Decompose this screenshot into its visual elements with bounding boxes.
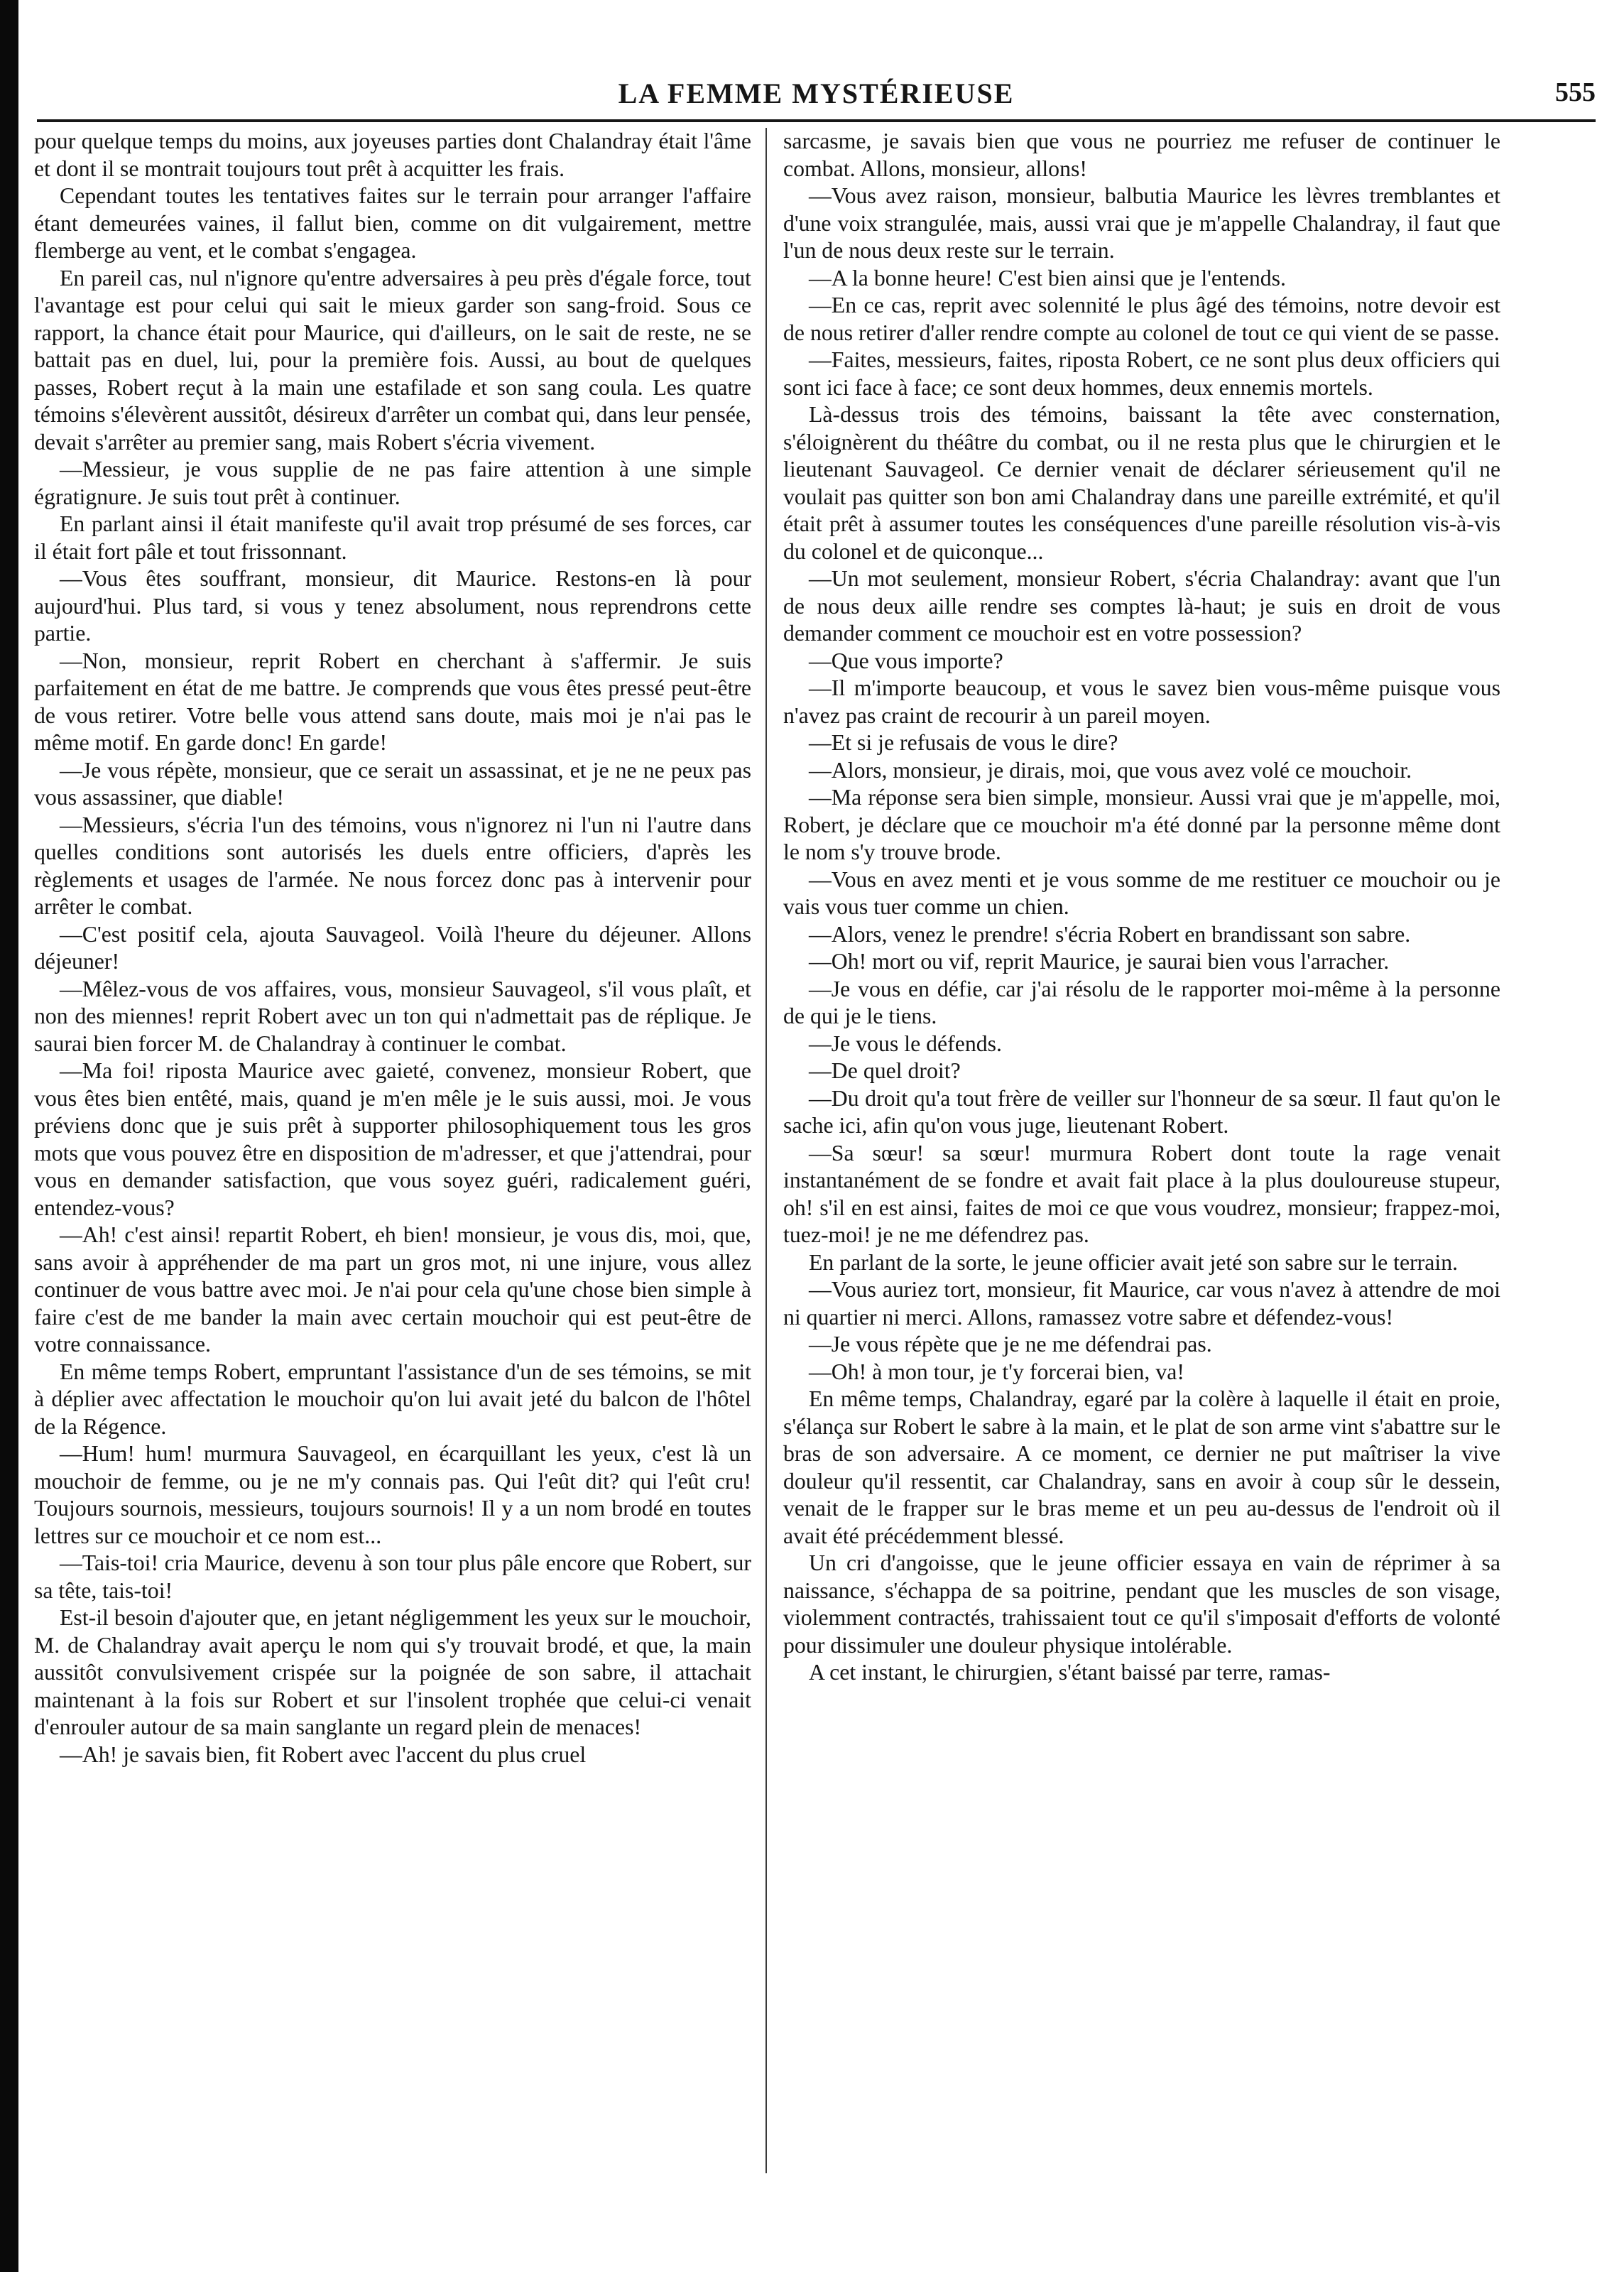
right-column (783, 128, 1500, 1687)
paragraph: —Alors, venez le prendre! s'écria Robert en brandissant son sabre. (809, 921, 1411, 947)
paragraph: En même temps, Chalandray, egaré par la colère à laquelle il était en proie, s'élança sur Robert le sabre à la main, et le plat de son arme vint s'abattre sur le bras de son adversaire. A ce moment, ce dernier ne put maîtriser la vive douleur qu'il ressentit, car Chalandray, sans en avoir à coup sûr le dessein, venait de le frapper sur le bras meme et un peu au-dessus de l'endroit où il avait été précédemment blessé. (783, 1386, 1500, 1548)
running-title: LA FEMME MYSTÉRIEUSE (618, 77, 1015, 109)
paragraph: pour quelque temps du moins, aux joyeuses parties dont Chalandray était l'âme et dont il se montrait toujours tout prêt à acquitter les frais. (34, 129, 751, 181)
paragraph: —Vous auriez tort, monsieur, fit Maurice, car vous n'avez à attendre de moi ni quartier ni merci. Allons, ramassez votre sabre et défendez-vous! (783, 1277, 1500, 1330)
paragraph: sarcasme, je savais bien que vous ne pourriez me refuser de continuer le combat. Allons, monsieur, allons! (783, 129, 1500, 181)
paragraph: —Que vous importe? (809, 648, 1003, 673)
paragraph: —C'est positif cela, ajouta Sauvageol. Voilà l'heure du déjeuner. Allons déjeuner! (34, 921, 751, 974)
paragraph: —Oh! mort ou vif, reprit Maurice, je saurai bien vous l'arracher. (809, 949, 1390, 974)
paragraph: En parlant ainsi il était manifeste qu'il avait trop présumé de ses forces, car il était fort pâle et tout frissonnant. (34, 511, 751, 564)
paragraph: Un cri d'angoisse, que le jeune officier essaya en vain de réprimer à sa naissance, s'échappa de sa poitrine, pendant que les muscles de son visage, violemment contractés, trahissaient tout ce qu'il s'imposait d'efforts de volonté pour dissimuler une douleur physique intolérable. (783, 1550, 1500, 1658)
paragraph: —Vous êtes souffrant, monsieur, dit Maurice. Restons-en là pour aujourd'hui. Plus tard, si vous y tenez absolument, nous reprendrons cette partie. (34, 566, 751, 646)
paragraph: En parlant de la sorte, le jeune officier avait jeté son sabre sur le terrain. (809, 1249, 1459, 1275)
paragraph: —Mêlez-vous de vos affaires, vous, monsieur Sauvageol, s'il vous plaît, et non des miennes! reprit Robert avec un ton qui n'admettait pas de réplique. Je saurai bien forcer M. de Chalandray à continuer le combat. (34, 976, 751, 1056)
page-spine (0, 0, 18, 2272)
paragraph: —Un mot seulement, monsieur Robert, s'écria Chalandray: avant que l'un de nous deux aille rendre ses comptes là-haut; je suis en droit de vous demander comment ce mouchoir est en votre possession? (783, 566, 1500, 646)
paragraph: Là-dessus trois des témoins, baissant la tête avec consternation, s'éloignèrent du théâtre du combat, ou il ne resta plus que le chirurgien et le lieutenant Sauvageol. Ce dernier venait de déclarer sérieusement qu'il ne voulait pas quitter son bon ami Chalandray dans une pareille extrémité, et qu'il était prêt à assumer toutes les conséquences d'une pareille résolution vis-à-vis du colonel et de quiconque... (783, 402, 1500, 564)
paragraph: —Messieurs, s'écria l'un des témoins, vous n'ignorez ni l'un ni l'autre dans quelles conditions sont autorisés les duels entre officiers, d'après les règlements et usages de l'armée. Ne nous forcez donc pas à intervenir pour arrêter le combat. (34, 812, 751, 919)
paragraph: En même temps Robert, empruntant l'assistance d'un de ses témoins, se mit à déplier avec affectation le mouchoir qu'on lui avait jeté du balcon de l'hôtel de la Régence. (34, 1359, 751, 1439)
paragraph: —De quel droit? (809, 1058, 961, 1083)
paragraph: —En ce cas, reprit avec solennité le plus âgé des témoins, notre devoir est de nous retirer d'aller rendre compte au colonel de tout ce qui vient de se passe. (783, 293, 1500, 345)
paragraph: —Du droit qu'a tout frère de veiller sur l'honneur de sa sœur. Il faut qu'on le sache ici, afin qu'on vous juge, lieutenant Robert. (783, 1085, 1500, 1138)
paragraph: —Il m'importe beaucoup, et vous le savez bien vous-même puisque vous n'avez pas craint de recourir à un pareil moyen. (783, 675, 1500, 728)
paragraph: —Ah! je savais bien, fit Robert avec l'accent du plus cruel (60, 1741, 587, 1767)
paragraph: —Vous avez raison, monsieur, balbutia Maurice les lèvres tremblantes et d'une voix strangulée, mais, aussi vrai que je m'appelle Chalandray, il faut que l'un de nous deux reste sur le terrain. (783, 183, 1500, 263)
page-number: 555 (1555, 77, 1596, 107)
paragraph: —Tais-toi! cria Maurice, devenu à son tour plus pâle encore que Robert, sur sa tête, tais-toi! (34, 1550, 751, 1603)
paragraph: —Vous en avez menti et je vous somme de me restituer ce mouchoir ou je vais vous tuer comme un chien. (783, 866, 1500, 919)
paragraph: —Ma réponse sera bien simple, monsieur. Aussi vrai que je m'appelle, moi, Robert, je déclare que ce mouchoir m'a été donné par la personne même dont le nom s'y trouve brode. (783, 785, 1500, 864)
paragraph: —Oh! à mon tour, je t'y forcerai bien, va! (809, 1359, 1184, 1384)
page-header (37, 77, 1596, 119)
paragraph: A cet instant, le chirurgien, s'étant baissé par terre, ramas- (809, 1660, 1331, 1685)
paragraph: —Je vous répète que je ne me défendrai pas. (809, 1332, 1212, 1357)
left-column (34, 128, 751, 1768)
paragraph: —Alors, monsieur, je dirais, moi, que vous avez volé ce mouchoir. (809, 757, 1412, 783)
paragraph: —Non, monsieur, reprit Robert en cherchant à s'affermir. Je suis parfaitement en état de me battre. Je comprends que vous êtes pressé peut-être de vous retirer. Votre belle vous attend sans doute, mais moi je n'ai pas le même motif. En garde donc! En garde! (34, 648, 751, 755)
column-divider (765, 128, 767, 2173)
paragraph: —Et si je refusais de vous le dire? (809, 730, 1118, 755)
paragraph: —A la bonne heure! C'est bien ainsi que je l'entends. (809, 265, 1286, 290)
paragraph: —Sa sœur! sa sœur! murmura Robert dont toute la rage venait instantanément de se fondre et avait fait place à la plus douloureuse stupeur, oh! s'il en est ainsi, faites de moi ce que vous voudrez, monsieur; frappez-moi, tuez-moi! je ne me défendrez pas. (783, 1140, 1500, 1247)
paragraph: —Faites, messieurs, faites, riposta Robert, ce ne sont plus deux officiers qui sont ici face à face; ce sont deux hommes, deux ennemis mortels. (783, 347, 1500, 400)
paragraph: —Je vous en défie, car j'ai résolu de le rapporter moi-même à la personne de qui je le tiens. (783, 976, 1500, 1028)
paragraph: —Ma foi! riposta Maurice avec gaieté, convenez, monsieur Robert, que vous êtes bien entêté, mais, quand je m'en mêle je le suis aussi, moi. Je vous préviens donc que je suis prêt à supporter philosophiquement tous les gros mots que vous pouvez être en disposition de m'adresser, et que j'attendrai, pour vous en demander satisfaction, que vous soyez guéri, radicalement guéri, entendez-vous? (34, 1058, 751, 1220)
paragraph: —Je vous répète, monsieur, que ce serait un assassinat, et je ne ne peux pas vous assassiner, que diable! (34, 757, 751, 810)
paragraph: —Messieur, je vous supplie de ne pas faire attention à une simple égratignure. Je suis tout prêt à continuer. (34, 457, 751, 509)
paragraph: En pareil cas, nul n'ignore qu'entre adversaires à peu près d'égale force, tout l'avantage est pour celui qui sait le mieux garder son sang-froid. Sous ce rapport, la chance était pour Maurice, qui d'ailleurs, on le sait de reste, ne se battait pas en duel, lui, pour la première fois. Aussi, au bout de quelques passes, Robert reçut à la main une estafilade et son sang coula. Les quatre témoins s'élevèrent aussitôt, désireux d'arrêter un combat qui, dans leur pensée, devait s'arrêter au premier sang, mais Robert s'écria vivement. (34, 265, 751, 455)
paragraph: Est-il besoin d'ajouter que, en jetant négligemment les yeux sur le mouchoir, M. de Chalandray avait aperçu le nom qui s'y trouvait brodé, et que, la main aussitôt convulsivement crispée sur la poignée de son sabre, il attachait maintenant à la fois sur Robert et sur l'insolent trophée que celui-ci venait d'enrouler autour de sa main sanglante un regard plein de menaces! (34, 1605, 751, 1739)
header-rule (37, 119, 1596, 122)
paragraph: —Ah! c'est ainsi! repartit Robert, eh bien! monsieur, je vous dis, moi, que, sans avoir à appréhender de ma part un gros mot, ni une injure, vous allez continuer de vous battre avec moi. Je n'ai pour cela qu'une chose bien simple à faire c'est de me bander la main avec certain mouchoir qui est peut-être de votre connaissance. (34, 1222, 751, 1357)
paragraph: —Hum! hum! murmura Sauvageol, en écarquillant les yeux, c'est là un mouchoir de femme, ou je ne m'y connais pas. Qui l'eût dit? qui l'eût cru! Toujours sournois, messieurs, toujours sournois! Il y a un nom brodé en toutes lettres sur ce mouchoir et ce nom est... (34, 1441, 751, 1548)
paragraph: Cependant toutes les tentatives faites sur le terrain pour arranger l'affaire étant demeurées vaines, il fallut bien, comme on dit vulgairement, mettre flemberge au vent, et le combat s'engagea. (34, 183, 751, 263)
paragraph: —Je vous le défends. (809, 1031, 1002, 1056)
